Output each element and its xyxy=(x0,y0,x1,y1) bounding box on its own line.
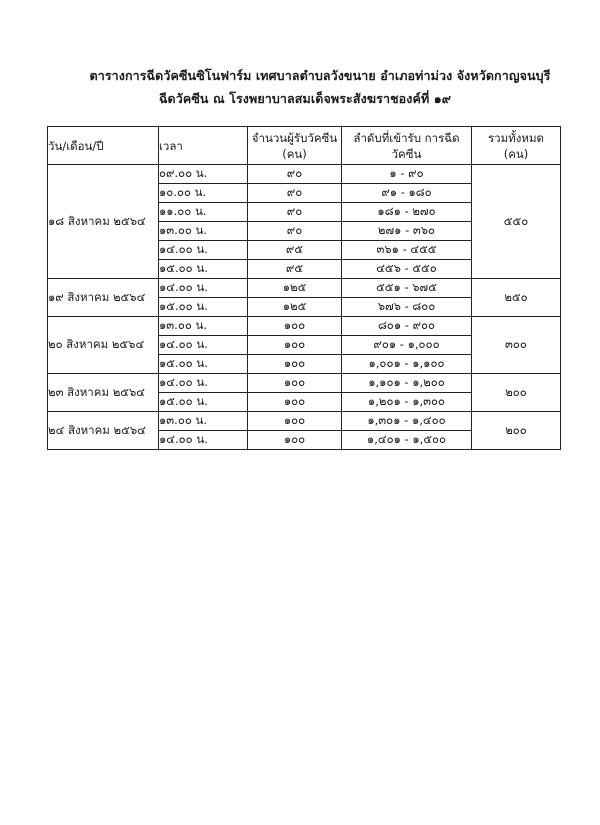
time-cell: ๑๕.๐๐ น. xyxy=(159,355,248,374)
count-cell: ๑๐๐ xyxy=(248,393,342,412)
total-cell: ๒๐๐ xyxy=(472,412,561,450)
count-cell: ๙๐ xyxy=(248,165,342,184)
header-count-line1: จำนวนผู้รับวัคซีน xyxy=(251,130,338,145)
order-cell: ๑,๒๐๑ - ๑,๓๐๐ xyxy=(342,393,472,412)
count-cell: ๙๐ xyxy=(248,203,342,222)
order-cell: ๙๑ - ๑๘๐ xyxy=(342,184,472,203)
order-cell: ๒๗๑ - ๓๖๐ xyxy=(342,222,472,241)
count-cell: ๑๐๐ xyxy=(248,317,342,336)
header-time: เวลา xyxy=(159,127,248,165)
document-title: ตารางการฉีดวัคซีนซิโนฟาร์ม เทศบาลตำบลวังขนาย อำเภอท่าม่วง จังหวัดกาญจนบุรี xyxy=(89,68,551,83)
date-cell: ๒๓ สิงหาคม ๒๕๖๔ xyxy=(48,374,159,412)
time-cell: ๑๔.๐๐ น. xyxy=(159,279,248,298)
time-cell: ๑๓.๐๐ น. xyxy=(159,222,248,241)
date-cell: ๑๘ สิงหาคม ๒๕๖๔ xyxy=(48,165,159,279)
time-cell: ๐๙.๐๐ น. xyxy=(159,165,248,184)
date-cell: ๒๔ สิงหาคม ๒๕๖๔ xyxy=(48,412,159,450)
time-cell: ๑๔.๐๐ น. xyxy=(159,336,248,355)
total-cell: ๒๕๐ xyxy=(472,279,561,317)
count-cell: ๑๐๐ xyxy=(248,374,342,393)
total-cell: ๕๕๐ xyxy=(472,165,561,279)
table-row xyxy=(48,374,561,393)
time-cell: ๑๕.๐๐ น. xyxy=(159,393,248,412)
order-cell: ๑ - ๙๐ xyxy=(342,165,472,184)
order-cell: ๑,๔๐๑ - ๑,๕๐๐ xyxy=(342,431,472,450)
header-order xyxy=(342,127,472,165)
time-cell: ๑๔.๐๐ น. xyxy=(159,241,248,260)
header-count xyxy=(248,127,342,165)
count-cell: ๑๒๕ xyxy=(248,298,342,317)
table-row xyxy=(48,279,561,298)
table-body xyxy=(48,165,561,450)
time-cell: ๑๔.๐๐ น. xyxy=(159,374,248,393)
total-cell: ๒๐๐ xyxy=(472,374,561,412)
header-count-line2: (คน) xyxy=(282,146,307,161)
count-cell: ๑๒๕ xyxy=(248,279,342,298)
order-cell: ๖๗๖ - ๘๐๐ xyxy=(342,298,472,317)
count-cell: ๑๐๐ xyxy=(248,336,342,355)
time-cell: ๑๕.๐๐ น. xyxy=(159,298,248,317)
order-cell: ๓๖๑ - ๔๕๕ xyxy=(342,241,472,260)
time-cell: ๑๔.๐๐ น. xyxy=(159,431,248,450)
time-cell: ๑๕.๐๐ น. xyxy=(159,260,248,279)
header-total xyxy=(472,127,561,165)
count-cell: ๑๐๐ xyxy=(248,412,342,431)
table-row xyxy=(48,412,561,431)
order-cell: ๑,๐๐๑ - ๑,๑๐๐ xyxy=(342,355,472,374)
header-date: วัน/เดือน/ปี xyxy=(48,127,159,165)
date-cell: ๑๙ สิงหาคม ๒๕๖๔ xyxy=(48,279,159,317)
document-subtitle: ฉีดวัคซีน ณ โรงพยาบาลสมเด็จพระสังฆราชองค์ที่ ๑๙ xyxy=(158,91,452,106)
order-cell: ๙๐๑ - ๑,๐๐๐ xyxy=(342,336,472,355)
table-row xyxy=(48,165,561,184)
time-cell: ๑๐.๐๐ น. xyxy=(159,184,248,203)
order-cell: ๑,๓๐๑ - ๑,๔๐๐ xyxy=(342,412,472,431)
table-header-row xyxy=(48,127,561,165)
count-cell: ๙๕ xyxy=(248,241,342,260)
header-order-line2: วัคซีน xyxy=(391,146,422,161)
count-cell: ๑๐๐ xyxy=(248,355,342,374)
count-cell: ๙๐ xyxy=(248,184,342,203)
time-cell: ๑๑.๐๐ น. xyxy=(159,203,248,222)
time-cell: ๑๓.๐๐ น. xyxy=(159,412,248,431)
header-total-line1: รวมทั้งหมด xyxy=(487,130,545,145)
header-order-line1: ลำดับที่เข้ารับ การฉีด xyxy=(353,130,460,145)
vaccination-schedule-table xyxy=(47,126,561,450)
date-cell: ๒๐ สิงหาคม ๒๕๖๔ xyxy=(48,317,159,374)
count-cell: ๙๐ xyxy=(248,222,342,241)
order-cell: ๕๕๑ - ๖๗๕ xyxy=(342,279,472,298)
count-cell: ๑๐๐ xyxy=(248,431,342,450)
order-cell: ๔๕๖ - ๕๕๐ xyxy=(342,260,472,279)
order-cell: ๘๐๑ - ๙๐๐ xyxy=(342,317,472,336)
count-cell: ๙๕ xyxy=(248,260,342,279)
order-cell: ๑๘๑ - ๒๗๐ xyxy=(342,203,472,222)
order-cell: ๑,๑๐๑ - ๑,๒๐๐ xyxy=(342,374,472,393)
header-total-line2: (คน) xyxy=(503,146,529,161)
table-row xyxy=(48,317,561,336)
time-cell: ๑๓.๐๐ น. xyxy=(159,317,248,336)
total-cell: ๓๐๐ xyxy=(472,317,561,374)
